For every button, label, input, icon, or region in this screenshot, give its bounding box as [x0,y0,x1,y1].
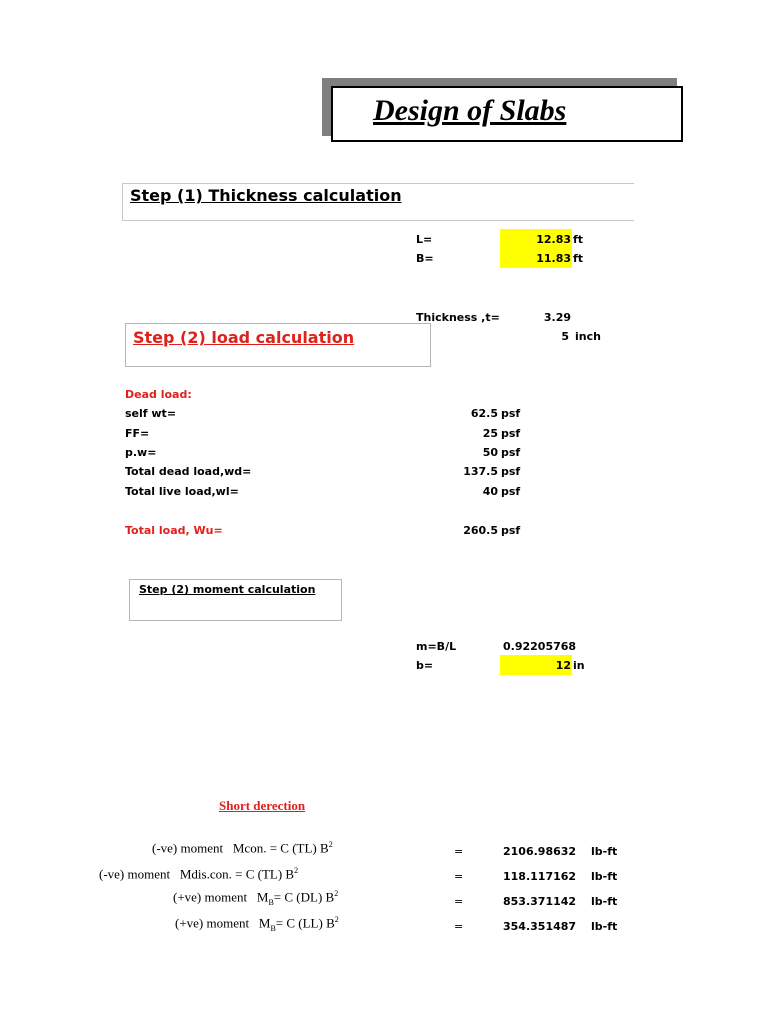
ff-label: FF= [125,427,150,440]
moment-row-2-unit: lb-ft [591,870,618,883]
moment-row-4-value: 354.351487 [503,920,577,933]
pw-label: p.w= [125,446,157,459]
moment-row-4-eq: = [454,920,464,933]
step2-heading: Step (2) load calculation [133,328,355,347]
total-live-load-label: Total live load,wl= [125,485,239,498]
total-dead-load-unit: psf [501,465,521,478]
moment-row-1-unit: lb-ft [591,845,618,858]
moment-row-1-label: (-ve) moment Mcon. = C (TL) $B^2$ [152,840,333,856]
L-unit: ft [573,233,584,246]
step1-heading: Step (1) Thickness calculation [130,186,402,205]
b-value: 12 [555,659,571,672]
pw-unit: psf [501,446,521,459]
thickness-rounded: 5 [561,330,569,343]
moment-row-3-eq: = [454,895,464,908]
self-wt-label: self wt= [125,407,177,420]
moment-row-2-label: (-ve) moment Mdis.con. = C (TL) $B^2$ [99,866,299,882]
step3-heading: Step (2) moment calculation [139,583,316,596]
total-dead-load-label: Total dead load,wd= [125,465,252,478]
ff-unit: psf [501,427,521,440]
total-load-unit: psf [501,524,521,537]
b-unit: in [573,659,585,672]
B-unit: ft [573,252,584,265]
total-load-value: 260.5 [463,524,498,537]
self-wt-value: 62.5 [470,407,498,420]
page-title: Design of Slabs [373,94,567,127]
B-value: 11.83 [536,252,571,265]
moment-row-3-unit: lb-ft [591,895,618,908]
B-label: B= [416,252,434,265]
L-label: L= [416,233,433,246]
short-direction-heading: Short derection [219,798,306,813]
L-value: 12.83 [536,233,571,246]
total-live-load-unit: psf [501,485,521,498]
thickness-label: Thickness ,t= [416,311,500,324]
ff-value: 25 [482,427,498,440]
total-load-label: Total load, Wu= [125,524,223,537]
moment-row-3-label: (+ve) moment $M_B= C$ (DL) $B^2$ [173,889,339,907]
thickness-value: 3.29 [543,311,571,324]
m-label: m=B/L [416,640,457,653]
thickness-unit: inch [575,330,601,343]
moment-row-3-value: 853.371142 [503,895,577,908]
dead-load-label: Dead load: [125,388,192,401]
moment-row-1-value: 2106.98632 [503,845,577,858]
b-label: b= [416,659,434,672]
moment-row-4-unit: lb-ft [591,920,618,933]
total-dead-load-value: 137.5 [463,465,498,478]
moment-row-2-eq: = [454,870,464,883]
self-wt-unit: psf [501,407,521,420]
m-value: 0.92205768 [503,640,577,653]
moment-row-4-label: (+ve) moment $M_B= C$ (LL) $B^2$ [175,915,339,933]
moment-row-2-value: 118.117162 [503,870,577,883]
moment-row-1-eq: = [454,845,464,858]
pw-value: 50 [482,446,498,459]
total-live-load-value: 40 [482,485,498,498]
